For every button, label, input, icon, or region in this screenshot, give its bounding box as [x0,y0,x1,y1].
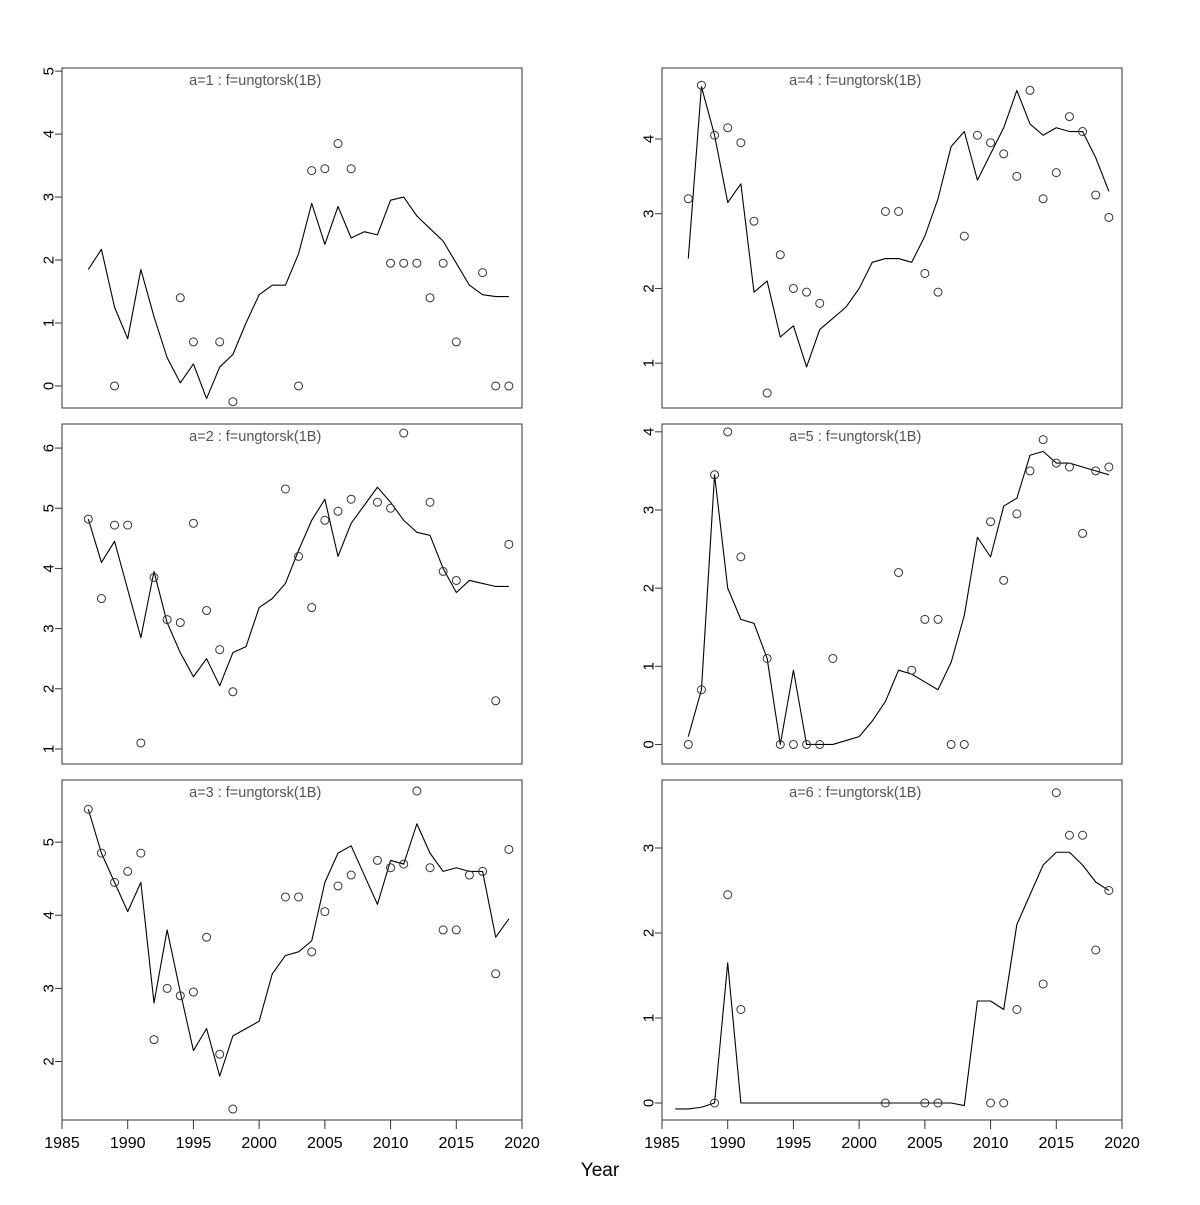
observation-point [1013,1006,1021,1014]
x-tick-label: 2005 [907,1135,943,1152]
y-tick-label: 3 [640,505,658,515]
observation-point [724,428,732,436]
y-tick-label: 5 [40,837,58,847]
observation-point [829,654,837,662]
observation-point [111,521,119,529]
fitted-line [688,87,1109,367]
observation-point [439,259,447,267]
y-tick-label: 2 [40,684,58,693]
y-tick-label: 1 [640,358,658,368]
observation-point [400,429,408,437]
x-tick-label: 1985 [644,1135,680,1152]
panel-title: a=6 : f=ungtorsk(1B) [789,785,922,801]
y-tick-label: 3 [40,192,58,202]
observation-point [413,259,421,267]
observation-point [1026,467,1034,475]
panel-2 [41,424,523,764]
observation-point [1079,831,1087,839]
y-tick-label: 5 [40,66,58,76]
x-tick-label: 1990 [709,1135,746,1152]
observation-point [452,926,460,934]
observation-point [203,933,211,941]
observation-point [189,988,197,996]
observation-point [803,288,811,296]
x-tick-label: 1990 [109,1135,146,1152]
observation-point [1065,831,1073,839]
y-tick-label: 2 [640,928,658,938]
observation-point [229,398,237,406]
observation-point [295,382,303,390]
fitted-line [88,197,509,398]
panel-title: a=4 : f=ungtorsk(1B) [789,73,922,89]
observation-point [373,498,381,506]
observation-point [1065,113,1073,121]
observation-point [452,576,460,584]
observation-point [1092,191,1100,199]
observation-point [1000,150,1008,158]
observation-point [387,259,395,267]
y-tick-label: 3 [40,984,58,993]
observation-point [908,666,916,674]
panel-5 [641,424,1123,764]
y-tick-label: 4 [640,427,658,436]
observation-point [216,646,224,654]
observation-point [150,573,158,581]
observation-point [492,382,500,390]
observation-point [373,856,381,864]
observation-point [763,389,771,397]
observation-point [789,740,797,748]
observation-point [334,507,342,515]
panel-title: a=2 : f=ungtorsk(1B) [189,429,322,445]
plot-frame [662,68,1122,408]
x-tick-label: 2020 [1104,1135,1140,1152]
fitted-line [88,487,509,686]
observation-point [737,1006,745,1014]
observation-point [934,615,942,623]
y-tick-label: 3 [640,843,658,853]
x-tick-label: 1995 [775,1135,812,1152]
observation-point [724,124,732,132]
observation-point [176,619,184,627]
observation-point [1105,213,1113,221]
observation-point [216,338,224,346]
observation-point [1039,980,1047,988]
plot-frame [62,424,522,764]
x-tick-label: 2005 [307,1135,343,1152]
observation-point [321,516,329,524]
observation-point [1000,576,1008,584]
y-tick-label: 0 [40,381,58,391]
observation-point [426,294,434,302]
x-tick-label: 2015 [438,1135,475,1152]
observation-point [505,540,513,548]
observation-point [137,739,145,747]
observation-point [987,139,995,147]
x-tick-label: 2000 [241,1135,277,1152]
observation-point [1105,463,1113,471]
observation-point [189,519,197,527]
observation-point [308,167,316,175]
y-tick-label: 3 [40,624,58,633]
observation-point [163,984,171,992]
observation-point [347,165,355,173]
x-tick-label: 1995 [175,1135,212,1152]
observation-point [947,740,955,748]
observation-point [505,382,513,390]
observation-point [426,498,434,506]
observation-point [347,871,355,879]
observation-point [150,1036,158,1044]
observation-point [1026,86,1034,94]
observation-point [724,891,732,899]
y-tick-label: 1 [640,1013,658,1023]
panel-3 [41,780,540,1152]
observation-point [295,893,303,901]
x-axis-label: Year [580,1160,620,1181]
observation-point [1039,195,1047,203]
y-tick-label: 4 [40,129,58,139]
x-tick-label: 2020 [504,1135,540,1152]
y-tick-label: 2 [40,1057,58,1066]
observation-point [281,893,289,901]
observation-point [229,1105,237,1113]
observation-point [426,864,434,872]
y-tick-label: 5 [40,504,58,513]
observation-point [960,232,968,240]
plot-frame [662,780,1122,1120]
observation-point [492,697,500,705]
observation-point [452,338,460,346]
observation-point [321,165,329,173]
observation-point [987,518,995,526]
panel-title: a=3 : f=ungtorsk(1B) [189,785,322,801]
panel-title: a=5 : f=ungtorsk(1B) [789,429,922,445]
x-tick-label: 2000 [841,1135,877,1152]
y-tick-label: 2 [640,583,658,593]
y-tick-label: 2 [40,255,58,265]
plot-frame [62,68,522,408]
y-tick-label: 2 [640,284,658,293]
observation-point [229,688,237,696]
observation-point [987,1099,995,1107]
panel-4 [641,68,1123,408]
observation-point [97,595,105,603]
observation-point [1000,1099,1008,1107]
plot-frame [62,780,522,1120]
observation-point [934,288,942,296]
y-tick-label: 4 [40,564,58,573]
observation-point [334,140,342,148]
observation-point [387,504,395,512]
observation-point [413,787,421,795]
observation-point [189,338,197,346]
observation-point [921,615,929,623]
y-tick-label: 6 [40,443,58,453]
y-tick-label: 0 [640,740,658,749]
observation-point [321,908,329,916]
observation-point [1052,789,1060,797]
observation-point [960,740,968,748]
observation-point [973,131,981,139]
observation-point [895,569,903,577]
observation-point [479,269,487,277]
observation-point [203,607,211,615]
observation-point [1079,529,1087,537]
x-tick-label: 2010 [972,1135,1009,1152]
observation-point [684,195,692,203]
observation-point [137,849,145,857]
observation-point [505,845,513,853]
observation-point [492,970,500,978]
observation-point [308,604,316,612]
panel-1 [41,67,523,408]
fitted-line [675,852,1109,1109]
observation-point [1052,169,1060,177]
observation-point [684,740,692,748]
panel-title: a=1 : f=ungtorsk(1B) [189,73,322,89]
observation-point [216,1050,224,1058]
observation-point [737,553,745,561]
observation-point [789,284,797,292]
observation-point [308,948,316,956]
observation-point [816,299,824,307]
observation-point [124,867,132,875]
observation-point [281,485,289,493]
x-tick-label: 2015 [1038,1135,1075,1152]
y-tick-label: 3 [640,209,658,218]
y-tick-label: 1 [40,318,58,328]
observation-point [400,259,408,267]
y-tick-label: 4 [40,911,58,920]
observation-point [750,217,758,225]
observation-point [1039,436,1047,444]
fitted-line [688,451,1109,744]
observation-point [737,139,745,147]
observation-point [334,882,342,890]
observation-point [176,294,184,302]
y-tick-label: 4 [640,134,658,144]
observation-point [387,864,395,872]
observation-point [1013,510,1021,518]
observation-point [439,926,447,934]
x-tick-label: 1985 [44,1135,80,1152]
x-tick-label: 2010 [372,1135,409,1152]
observation-point [776,251,784,259]
observation-point [1092,946,1100,954]
plot-frame [662,424,1122,764]
observation-point [124,521,132,529]
observation-point [1013,172,1021,180]
panel-6 [641,780,1140,1152]
observation-point [465,871,473,879]
observation-point [347,495,355,503]
observation-point [895,207,903,215]
y-tick-label: 0 [640,1098,658,1108]
observation-point [1065,463,1073,471]
y-tick-label: 1 [40,744,58,754]
observation-point [881,207,889,215]
y-tick-label: 1 [640,662,658,671]
observation-point [111,382,119,390]
observation-point [921,269,929,277]
